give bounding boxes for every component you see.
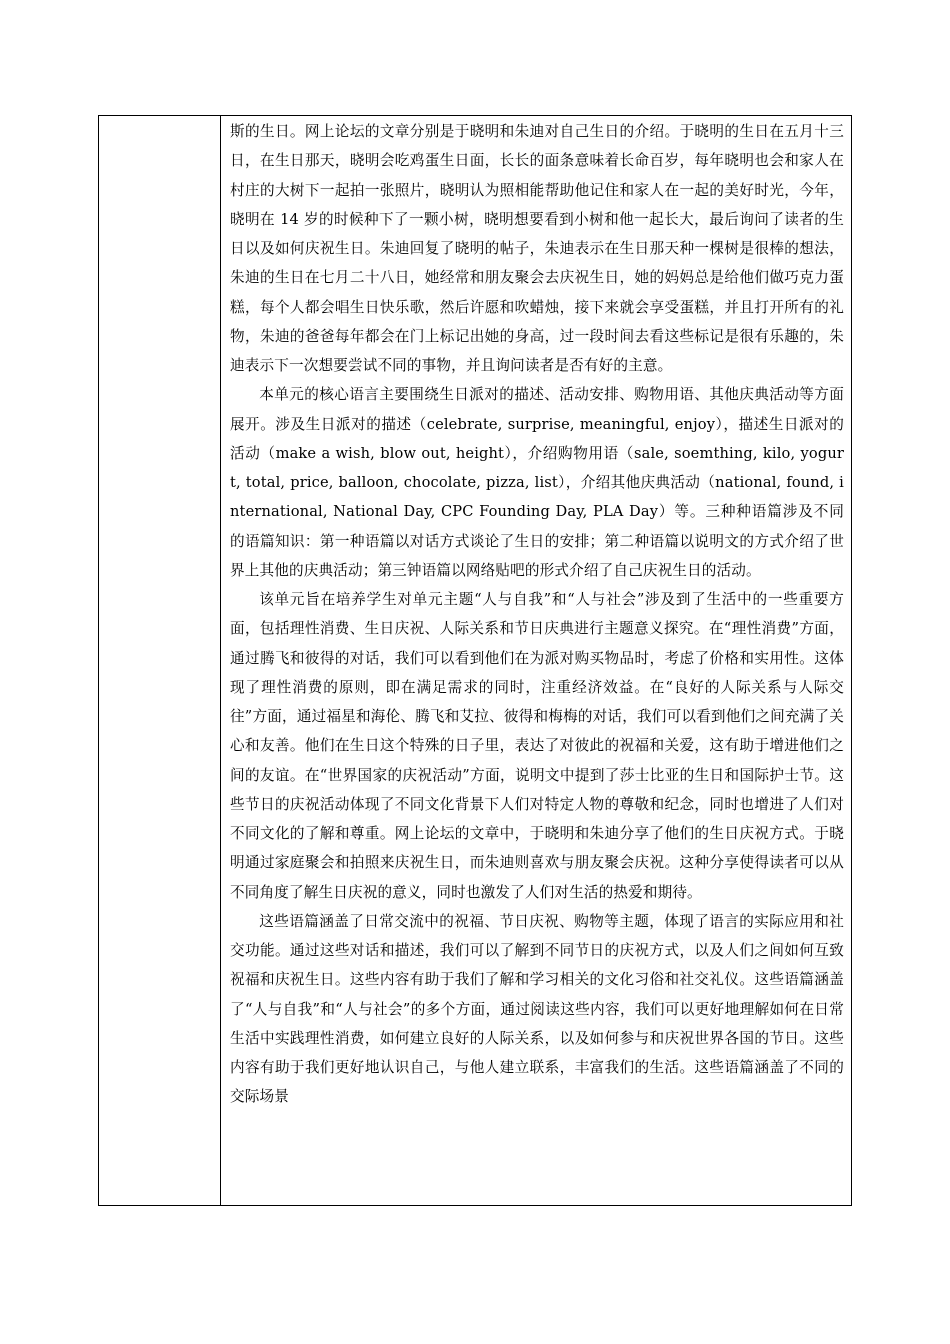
content-table bbox=[98, 115, 852, 1206]
paragraph-unit-theme: 该单元旨在培养学生对单元主题“人与自我”和“人与社会”涉及到了生活中的一些重要方面，包括理性消费、生日庆祝、人际关系和节日庆典进行主题意义探究。在“理性消费”方面，通过腾飞和彼得的对话，我们可以看到他们在为派对购买物品时，考虑了价格和实用性。这体现了理性消费的原则，即在满足需求的同时，注重经济效益。在“良好的人际关系与人际交往”方面，通过福星和海伦、腾飞和艾拉、彼得和梅梅的对话，我们可以看到他们之间充满了关心和友善。他们在生日这个特殊的日子里，表达了对彼此的祝福和关爱，这有助于增进他们之间的友谊。在“世界国家的庆祝活动”方面，说明文中提到了莎士比亚的生日和国际护士节。这些节日的庆祝活动体现了不同文化背景下人们对特定人物的尊敬和纪念，同时也增进了人们对不同文化的了解和尊重。网上论坛的文章中，于晓明和朱迪分享了他们的生日庆祝方式。于晓明通过家庭聚会和拍照来庆祝生日，而朱迪则喜欢与朋友聚会庆祝。这种分享使得读者可以从不同角度了解生日庆祝的意义，同时也激发了人们对生活的热爱和期待。 bbox=[230, 591, 844, 901]
content-column-cell bbox=[230, 117, 844, 1112]
paragraph-text-summary: 这些语篇涵盖了日常交流中的祝福、节日庆祝、购物等主题，体现了语言的实际应用和社交功能。通过这些对话和描述，我们可以了解到不同节日的庆祝方式，以及人们之间如何互致祝福和庆祝生日。这些内容有助于我们了解和学习相关的文化习俗和社交礼仪。这些语篇涵盖了“人与自我”和“人与社会”的多个方面，通过阅读这些内容，我们可以更好地理解如何在日常生活中实践理性消费，如何建立良好的人际关系，以及如何参与和庆祝世界各国的节日。这些内容有助于我们更好地认识自己，与他人建立联系，丰富我们的生活。这些语篇涵盖了不同的交际场景 bbox=[230, 912, 844, 1106]
label-column-cell bbox=[99, 116, 221, 1205]
paragraph-core-language: 本单元的核心语言主要围绕生日派对的描述、活动安排、购物用语、其他庆典活动等方面展开。涉及生日派对的描述（celebrate, surprise, meaningful, enjoy），描述生日派对的活动（make a wish, blow out, height），介绍购物用语（sale, soemthing, kilo, yogurt, total, price, balloon, chocolate, pizza, list），介绍其他庆典活动（national, found, international, National Day, CPC Founding Day, PLA Day）等。三种种语篇涉及不同的语篇知识：第一种语篇以对话方式谈论了生日的安排；第二种语篇以说明文的方式介绍了世界上其他的庆典活动；第三钟语篇以网络贴吧的形式介绍了自己庆祝生日的活动。 bbox=[230, 386, 844, 579]
paragraph-birthday-forum: 斯的生日。网上论坛的文章分别是于晓明和朱迪对自己生日的介绍。于晓明的生日在五月十三日，在生日那天，晓明会吃鸡蛋生日面，长长的面条意味着长命百岁，每年晓明也会和家人在村庄的大树下一起拍一张照片，晓明认为照相能帮助他记住和家人在一起的美好时光，今年，晓明在 14 岁的时候种下了一颗小树，晓明想要看到小树和他一起长大，最后询问了读者的生日以及如何庆祝生日。朱迪回复了晓明的帖子，朱迪表示在生日那天种一棵树是很棒的想法，朱迪的生日在七月二十八日，她经常和朋友聚会去庆祝生日，她的妈妈总是给他们做巧克力蛋糕，每个人都会唱生日快乐歌，然后许愿和吹蜡烛，接下来就会享受蛋糕，并且打开所有的礼物，朱迪的爸爸每年都会在门上标记出她的身高，过一段时间去看这些标记是很有乐趣的，朱迪表示下一次想要尝试不同的事物，并且询问读者是否有好的主意。 bbox=[230, 123, 844, 374]
